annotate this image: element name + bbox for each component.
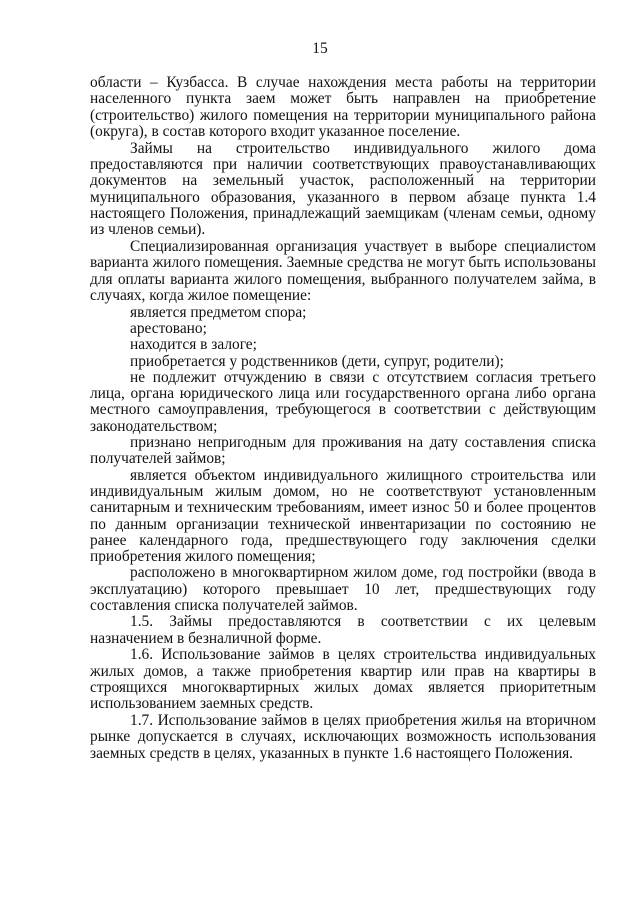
paragraph-house-construction-loans: Займы на строительство индивидуального жилого дома предоставляются при наличии соответствующих правоустанавливающих документов на земельный участок, расположенный на территории муниципального образования, указанного в первом абзаце пункта 1.4 настоящего Положения, принадлежащий заемщикам (членам семьи, одному из членов семьи).	[90, 139, 596, 239]
paragraph-kuzbass-continuation: области – Кузбасса. В случае нахождения места работы на территории населенного пункта заем может быть направлен на приобретение (строительство) жилого помещения на территории муниципального района (округа), в состав которого входит указанное поселение.	[90, 74, 596, 140]
list-item-dispute: является предметом спора;	[130, 303, 307, 321]
list-item-not-alienable: не подлежит отчуждению в связи с отсутствием согласия третьего лица, органа юридического лица или государственного органа либо органа местного самоуправления, требующегося в соответствии с действующим законодательством;	[90, 368, 596, 435]
paragraph-1-7: 1.7. Использование займов в целях приобретения жилья на вторичном рынке допускается в случаях, исключающих возможность использования заемных средств в целях, указанных в пункте 1.6 настоящего Положения.	[90, 712, 596, 762]
paragraph-1-5: 1.5. Займы предоставляются в соответствии с их целевым назначением в безналичной форме.	[90, 613, 596, 647]
document-body	[90, 75, 596, 762]
list-item-relatives: приобретается у родственников (дети, супруг, родители);	[130, 352, 504, 370]
list-item-pledged: находится в залоге;	[130, 336, 257, 354]
list-item-building-age: расположено в многоквартирном жилом доме, год постройки (ввода в эксплуатацию) которого превышает 10 лет, предшествующих году составления списка получателей займов.	[90, 564, 596, 614]
list-item-arrested: арестовано;	[130, 319, 207, 337]
list-item-wear: является объектом индивидуального жилищного строительства или индивидуальным жилым домом, но не соответствуют установленным санитарным и техническим требованиям, имеет износ 50 и более процентов по данным организации технической инвентаризации по состоянию не ранее календарного года, предшествующего году заключения сделки приобретения жилого помещения;	[90, 466, 596, 566]
list-item-unfit: признано непригодным для проживания на дату составления списка получателей займов;	[90, 434, 596, 468]
paragraph-housing-selection: Специализированная организация участвует в выборе специалистом варианта жилого помещения. Заемные средства не могут быть использованы для оплаты варианта жилого помещения, выбранного получателем займа, в случаях, когда жилое помещение:	[90, 237, 596, 304]
paragraph-1-6: 1.6. Использование займов в целях строительства индивидуальных жилых домов, а также приобретения квартир или прав на квартиры в строящихся многоквартирных жилых домах является приоритетным использованием заемных средств.	[90, 646, 596, 713]
page-number: 15	[312, 40, 328, 57]
